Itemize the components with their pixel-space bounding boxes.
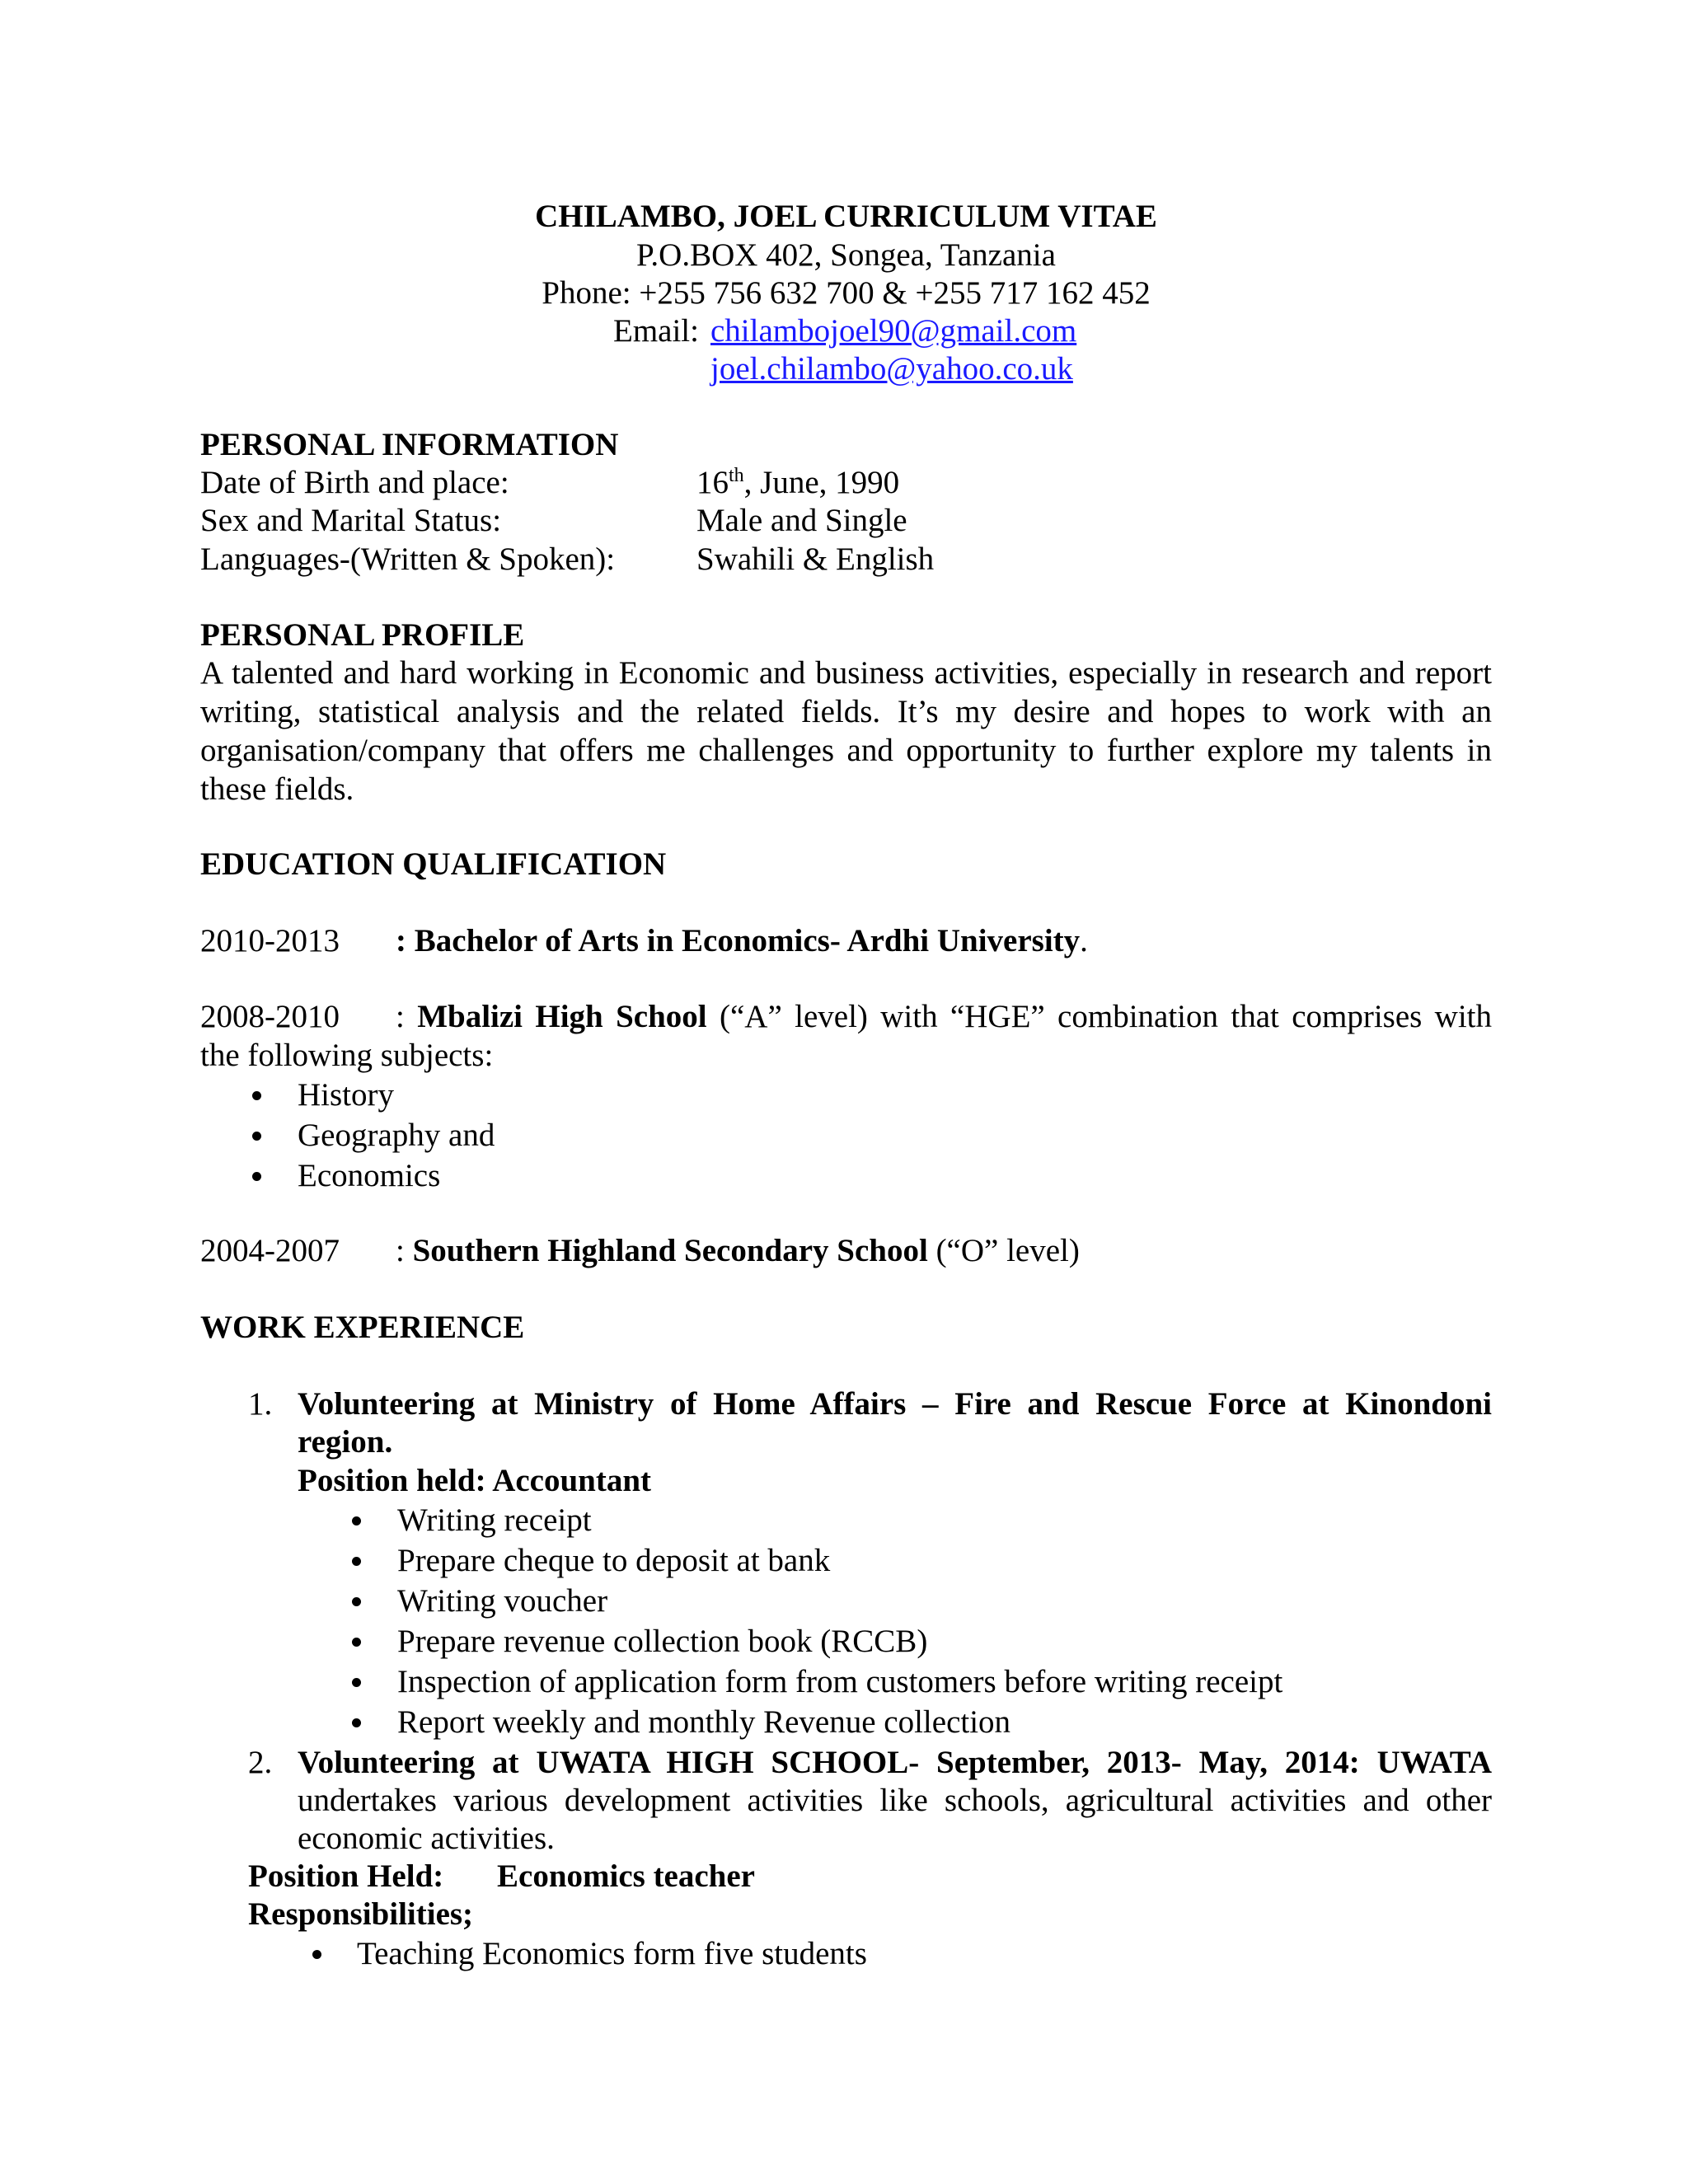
personal-info-heading: PERSONAL INFORMATION xyxy=(200,427,619,462)
address-line: P.O.BOX 402, Songea, Tanzania xyxy=(636,237,1056,273)
dob-label: Date of Birth and place: xyxy=(200,465,509,500)
edu-years-2: 2008-2010 xyxy=(200,999,340,1034)
education-heading: EDUCATION QUALIFICATION xyxy=(200,846,667,882)
list-item: Writing voucher xyxy=(200,1582,1492,1622)
job-2-title: Volunteering at UWATA HIGH SCHOOL- September, 2013- May, 2014: UWATA xyxy=(298,1745,1492,1780)
bullet-icon xyxy=(352,1557,361,1566)
job-2-duties-list xyxy=(200,1934,1492,1975)
edu-years-3: 2004-2007 xyxy=(200,1233,340,1268)
bullet-icon xyxy=(252,1172,261,1181)
bullet-icon xyxy=(352,1516,361,1526)
job-2-responsibilities-label: Responsibilities; xyxy=(248,1896,474,1932)
bullet-icon xyxy=(352,1638,361,1647)
profile-text: A talented and hard working in Economic and business activities, especially in research and report writing, statistical analysis and the related fields. It’s my desire and hopes to work with an organisation/company that offers me challenges and opportunity to further explore my talents in these fields. xyxy=(200,655,1492,807)
sex-status-label: Sex and Marital Status: xyxy=(200,503,502,538)
list-item: History xyxy=(200,1076,777,1116)
list-item: Geography and xyxy=(200,1116,777,1156)
edu-entry-1: : Bachelor of Arts in Economics- Ardhi University. xyxy=(396,923,1088,958)
phone-line: Phone: +255 756 632 700 & +255 717 162 452 xyxy=(542,275,1151,311)
bullet-icon xyxy=(352,1597,361,1606)
job-2-position-label: Position Held: xyxy=(248,1858,444,1894)
bullet-icon xyxy=(252,1091,261,1100)
languages-label: Languages-(Written & Spoken): xyxy=(200,541,616,577)
cv-title: CHILAMBO, JOEL CURRICULUM VITAE xyxy=(535,199,1157,234)
job-1-number: 1. xyxy=(248,1386,273,1422)
edu-years-1: 2010-2013 xyxy=(200,923,340,958)
bullet-icon xyxy=(352,1678,361,1687)
job-1-position: Position held: Accountant xyxy=(298,1463,652,1498)
edu-entry-3: : Southern Highland Secondary School (“O” level) xyxy=(396,1233,1080,1268)
job-2-desc-cont: economic activities. xyxy=(298,1821,555,1856)
email-link-yahoo[interactable]: joel.chilambo@yahoo.co.uk xyxy=(710,351,1073,387)
email-link-gmail[interactable]: chilambojoel90@gmail.com xyxy=(710,313,1077,349)
languages-value: Swahili & English xyxy=(696,541,935,577)
list-item: Writing receipt xyxy=(200,1501,1492,1541)
list-item: Inspection of application form from customers before writing receipt xyxy=(200,1662,1492,1703)
job-2-desc: undertakes various development activities like schools, agricultural activities and other xyxy=(298,1783,1492,1818)
job-2-number: 2. xyxy=(248,1745,273,1780)
list-item: Report weekly and monthly Revenue collection xyxy=(200,1703,1492,1743)
bullet-icon xyxy=(312,1950,321,1959)
bullet-icon xyxy=(352,1718,361,1727)
job-1-title: Volunteering at Ministry of Home Affairs – Fire and Rescue Force at Kinondoni xyxy=(298,1386,1492,1422)
list-item: Prepare cheque to deposit at bank xyxy=(200,1541,1492,1582)
list-item: Economics xyxy=(200,1156,777,1197)
job-1-duties-list xyxy=(200,1501,1492,1743)
list-item: Prepare revenue collection book (RCCB) xyxy=(200,1622,1492,1662)
profile-heading: PERSONAL PROFILE xyxy=(200,617,525,653)
list-item: Teaching Economics form five students xyxy=(200,1934,1492,1975)
sex-status-value: Male and Single xyxy=(696,503,907,538)
email-label: Email: xyxy=(613,313,699,349)
hge-subject-list xyxy=(200,1076,777,1197)
work-heading: WORK EXPERIENCE xyxy=(200,1310,525,1345)
bullet-icon xyxy=(252,1132,261,1141)
dob-value: 16th, June, 1990 xyxy=(696,465,900,500)
edu-entry-2-line-1: : Mbalizi High School (“A” level) with “HGE” combination that comprises with xyxy=(396,999,1493,1034)
job-2-position-value: Economics teacher xyxy=(497,1858,755,1894)
edu-entry-2-line-2: the following subjects: xyxy=(200,1038,494,1073)
job-1-title-cont: region. xyxy=(298,1424,393,1460)
